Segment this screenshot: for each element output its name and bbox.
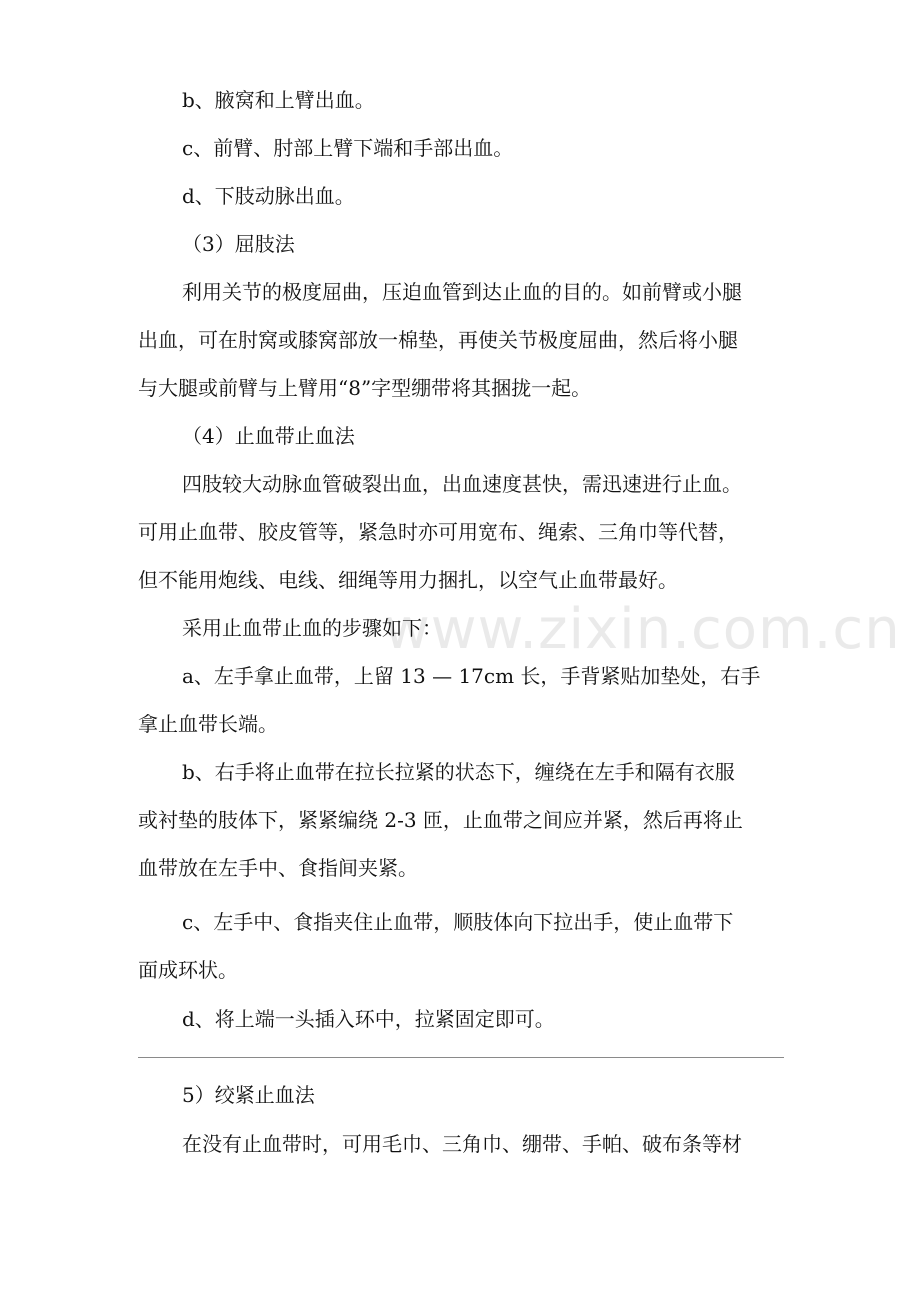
step-a-line: 拿止血带长端。 <box>138 712 278 736</box>
step-a-line: a、左手拿止血带，上留 13 — 17cm 长，手背紧贴加垫处，右手 <box>182 664 761 688</box>
page-divider <box>138 1057 784 1058</box>
watermark: www.zixin.com.cn <box>384 597 901 662</box>
step-b-line: b、右手将止血带在拉长拉紧的状态下，缠绕在左手和隔有衣服 <box>182 760 735 784</box>
step-c-line: c、左手中、食指夹住止血带，顺肢体向下拉出手，使止血带下 <box>182 910 734 934</box>
section-heading-5: 5）绞紧止血法 <box>182 1083 315 1107</box>
paragraph-line: 出血，可在肘窝或膝窝部放一棉垫，再使关节极度屈曲，然后将小腿 <box>138 328 738 352</box>
paragraph-line: 但不能用炮线、电线、细绳等用力捆扎，以空气止血带最好。 <box>138 568 678 592</box>
step-b-line: 或衬垫的肢体下，紧紧编绕 2-3 匝，止血带之间应并紧，然后再将止 <box>138 808 743 832</box>
step-b-line: 血带放在左手中、食指间夹紧。 <box>138 856 418 880</box>
paragraph-line: 与大腿或前臂与上臂用“8”字型绷带将其捆拢一起。 <box>138 376 592 400</box>
paragraph-line: 在没有止血带时，可用毛巾、三角巾、绷带、手帕、破布条等材 <box>182 1132 742 1156</box>
step-c-line: 面成环状。 <box>138 958 238 982</box>
paragraph-line: 四肢较大动脉血管破裂出血，出血速度甚快，需迅速进行止血。 <box>182 472 742 496</box>
steps-intro: 采用止血带止血的步骤如下： <box>182 616 442 640</box>
section-heading-3: （3）屈肢法 <box>182 232 295 256</box>
paragraph-line: 可用止血带、胶皮管等，紧急时亦可用宽布、绳索、三角巾等代替， <box>138 520 738 544</box>
list-item-c-forearm: c、前臂、肘部上臂下端和手部出血。 <box>182 136 514 160</box>
paragraph-line: 利用关节的极度屈曲，压迫血管到达止血的目的。如前臂或小腿 <box>182 280 742 304</box>
step-d-line: d、将上端一头插入环中，拉紧固定即可。 <box>182 1007 555 1031</box>
list-item-d-lower-limb: d、下肢动脉出血。 <box>182 184 355 208</box>
list-item-b-axilla: b、腋窝和上臂出血。 <box>182 88 375 112</box>
section-heading-4: （4）止血带止血法 <box>182 424 355 448</box>
